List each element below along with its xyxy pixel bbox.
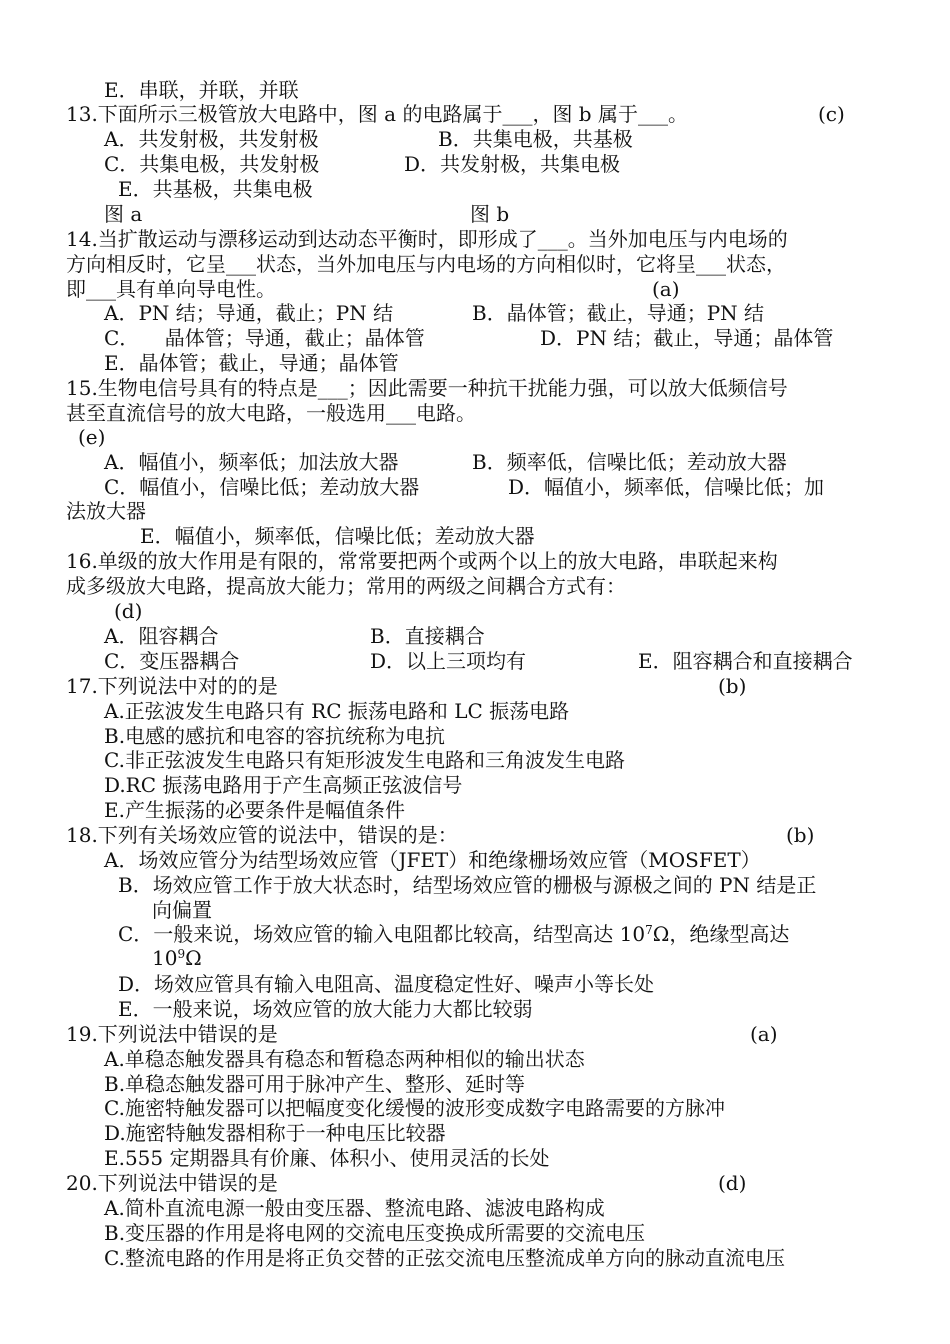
q19-option-c: C.施密特触发器可以把幅度变化缓慢的波形变成数字电路需要的方脉冲 (104, 1096, 725, 1120)
q20-option-b: B.变压器的作用是将电网的交流电压变换成所需要的交流电压 (104, 1221, 646, 1245)
q15-stem-line2: 甚至直流信号的放大电路，一般选用___电路。 (66, 401, 476, 425)
q13-answer: (c) (818, 102, 845, 126)
q15-option-d-wrap: 法放大器 (66, 499, 146, 523)
q15-option-b: B．频率低，信噪比低；差动放大器 (472, 450, 787, 474)
ten-text: 10 (152, 946, 178, 970)
q15-answer: (e) (78, 425, 106, 449)
ohm-symbol: Ω (185, 946, 202, 970)
q18-option-b: B．场效应管工作于放大状态时，结型场效应管的栅极与源极之间的 PN 结是正 (118, 873, 817, 897)
q14-stem-line1: 14.当扩散运动与漂移运动到达动态平衡时，即形成了___。当外加电压与内电场的 (66, 227, 788, 251)
q13-option-a: A．共发射极，共发射极 (104, 127, 319, 151)
figure-a-caption: 图 a (104, 202, 143, 226)
q13-option-c: C．共集电极，共发射极 (104, 152, 320, 176)
q17-option-b: B.电感的感抗和电容的容抗统称为电抗 (104, 724, 446, 748)
q14-stem-line2: 方向相反时，它呈___状态，当外加电压与内电场的方向相似时，它将呈___状态， (66, 252, 786, 276)
q19-stem: 19.下列说法中错误的是 (66, 1022, 278, 1046)
q18-stem: 18.下列有关场效应管的说法中，错误的是： (66, 823, 458, 847)
q19-option-a: A.单稳态触发器具有稳态和暂稳态两种相似的输出状态 (104, 1047, 585, 1071)
q13-option-b: B．共集电极，共基极 (438, 127, 633, 151)
q19-option-d: D.施密特触发器相称于一种电压比较器 (104, 1121, 446, 1145)
q15-stem-line1: 15.生物电信号具有的特点是___；因此需要一种抗干扰能力强，可以放大低频信号 (66, 376, 788, 400)
q13-stem: 13.下面所示三极管放大电路中，图 a 的电路属于___，图 b 属于___。 (66, 102, 688, 126)
q17-answer: (b) (718, 674, 747, 698)
q16-option-a: A．阻容耦合 (104, 624, 219, 648)
q19-answer: (a) (750, 1022, 778, 1046)
q14-option-d: D．PN 结；截止，导通；晶体管 (540, 326, 834, 350)
q15-option-d: D．幅值小，频率低，信噪比低；加 (508, 475, 825, 499)
superscript-9: 9 (177, 947, 186, 961)
q18-option-c-wrap (152, 946, 202, 970)
q19-option-b: B.单稳态触发器可用于脉冲产生、整形、延时等 (104, 1072, 526, 1096)
q14-stem-line3: 即___具有单向导电性。 (66, 277, 276, 301)
q18-option-c-text: C．一般来说，场效应管的输入电阻都比较高，结型高达 10 (118, 922, 646, 946)
q17-option-e: E.产生振荡的必要条件是幅值条件 (104, 798, 405, 822)
q16-option-b: B．直接耦合 (370, 624, 485, 648)
q18-option-a: A．场效应管分为结型场效应管（JFET）和绝缘栅场效应管（MOSFET） (104, 848, 761, 872)
q20-stem: 20.下列说法中错误的是 (66, 1171, 278, 1195)
q18-option-b-wrap: 向偏置 (152, 898, 212, 922)
q18-answer: (b) (786, 823, 815, 847)
q17-option-c: C.非正弦波发生电路只有矩形波发生电路和三角波发生电路 (104, 748, 625, 772)
q15-option-c: C．幅值小，信噪比低；差动放大器 (104, 475, 420, 499)
q20-option-a: A.简朴直流电源一般由变压器、整流电路、滤波电路构成 (104, 1196, 605, 1220)
q17-option-d: D.RC 振荡电路用于产生高频正弦波信号 (104, 773, 463, 797)
q15-option-a: A．幅值小，频率低；加法放大器 (104, 450, 399, 474)
q19-option-e: E.555 定期器具有价廉、体积小、使用灵活的长处 (104, 1146, 550, 1170)
q15-option-e: E．幅值小，频率低，信噪比低；差动放大器 (140, 524, 535, 548)
q12-option-e: E．串联，并联，并联 (104, 78, 299, 102)
q18-option-c (118, 922, 789, 946)
q20-answer: (d) (718, 1171, 747, 1195)
q17-option-a: A.正弦波发生电路只有 RC 振荡电路和 LC 振荡电路 (104, 699, 570, 723)
q18-option-e: E．一般来说，场效应管的放大能力大都比较弱 (118, 997, 533, 1021)
q14-option-e: E．晶体管；截止，导通；晶体管 (104, 351, 399, 375)
q20-option-c: C.整流电路的作用是将正负交替的正弦交流电压整流成单方向的脉动直流电压 (104, 1246, 785, 1270)
q13-option-e: E．共基极，共集电极 (118, 177, 313, 201)
q17-stem: 17.下列说法中对的的是 (66, 674, 278, 698)
q16-stem-line1: 16.单级的放大作用是有限的，常常要把两个或两个以上的放大电路，串联起来构 (66, 549, 778, 573)
q14-answer: (a) (652, 277, 680, 301)
q18-option-d: D．场效应管具有输入电阻高、温度稳定性好、噪声小等长处 (118, 972, 655, 996)
q14-option-a: A．PN 结；导通，截止；PN 结 (104, 301, 394, 325)
q16-option-d: D．以上三项均有 (370, 649, 527, 673)
q18-option-c-text-2: Ω，绝缘型高达 (652, 922, 790, 946)
q14-option-b: B．晶体管；截止，导通；PN 结 (472, 301, 765, 325)
superscript-7: 7 (645, 923, 653, 937)
q13-option-d: D．共发射极，共集电极 (404, 152, 621, 176)
q14-option-c: C． 晶体管；导通，截止；晶体管 (104, 326, 425, 350)
figure-b-caption: 图 b (470, 202, 510, 226)
q16-stem-line2: 成多级放大电路，提高放大能力；常用的两级之间耦合方式有： (66, 574, 626, 598)
q16-option-c: C．变压器耦合 (104, 649, 240, 673)
q16-answer: (d) (114, 599, 143, 623)
q16-option-e: E．阻容耦合和直接耦合 (638, 649, 853, 673)
